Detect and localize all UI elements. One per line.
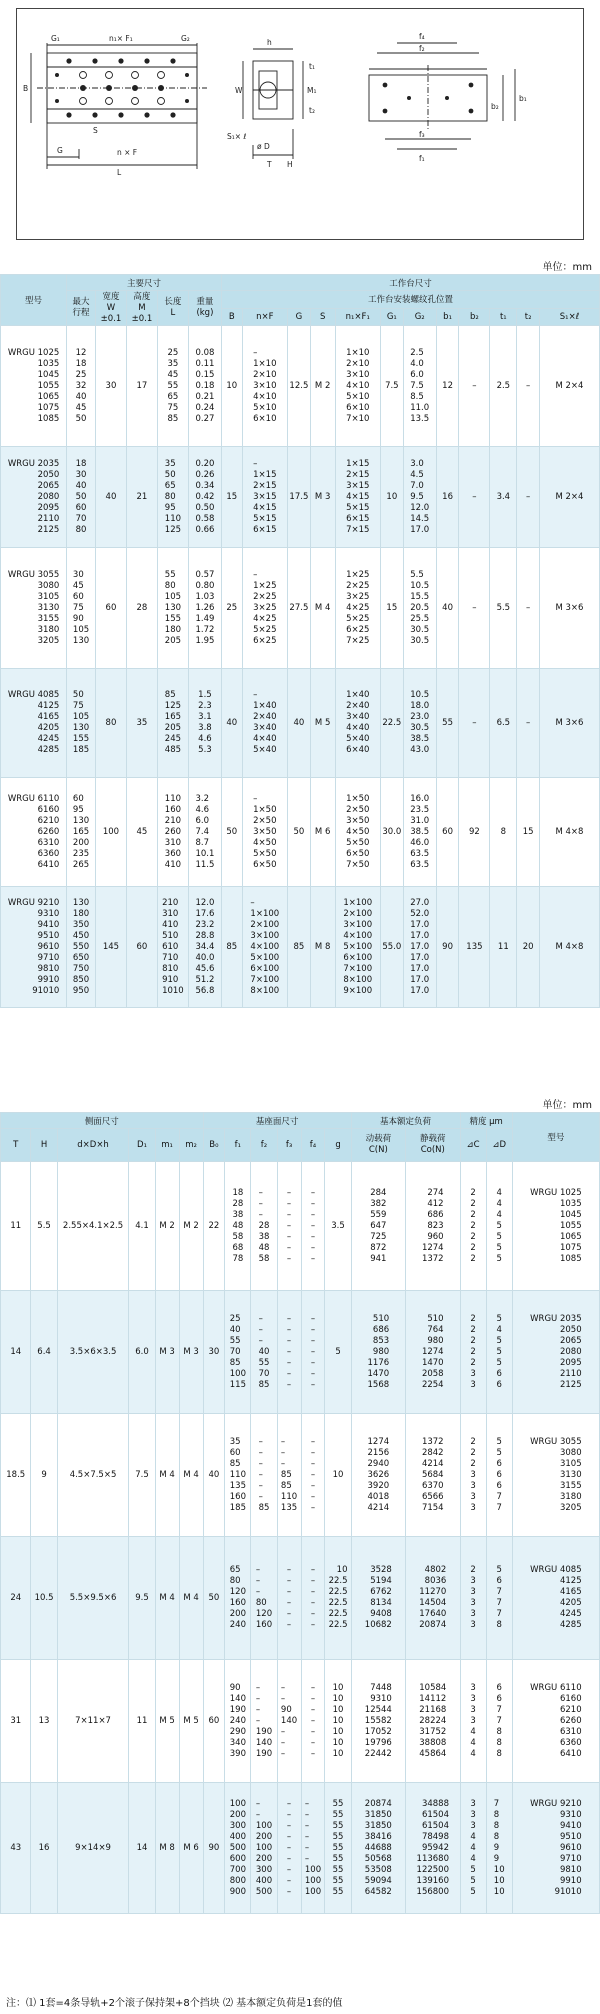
cell-m1: M 3 (159, 1346, 175, 1357)
cell-wt: 0.08 0.11 0.15 0.18 0.21 0.24 0.27 (195, 347, 215, 424)
cell-ddh: 9×14×9 (75, 1842, 111, 1853)
cell-g2: 10.5 18.0 23.0 30.5 38.5 43.0 (410, 690, 430, 755)
cell-co: 10584 14112 21168 28224 31752 38808 45864 (419, 1682, 447, 1759)
header-col: G (288, 308, 311, 326)
cell-model: WRGU 2035 2050 2065 2080 2095 2110 2125 (530, 1313, 582, 1390)
cell-dd: 5 5 6 6 6 7 7 (496, 1436, 502, 1513)
cell-s1l: M 4×8 (555, 826, 584, 837)
cell-model: WRGU 6110 6160 6210 6260 6310 6360 6410 (7, 793, 60, 870)
table-row (1, 1162, 600, 1291)
cell-ddh: 7×11×7 (75, 1715, 111, 1726)
cell-t1: 8 (500, 826, 507, 837)
header-col: S (310, 308, 335, 326)
cell-model: WRGU 3055 3080 3105 3130 3155 3180 3205 (530, 1436, 582, 1513)
cell-b1: 16 (442, 491, 453, 502)
cell-stroke: 60 95 130 165 200 235 265 (72, 793, 90, 870)
cell-t: 14 (10, 1346, 22, 1357)
cell-b1: 90 (442, 941, 453, 952)
header-col: f₃ (285, 1139, 293, 1150)
cell-b0: 22 (208, 1220, 220, 1231)
header-col: b₁ (436, 308, 459, 326)
cell-m1: M 2 (159, 1220, 175, 1231)
cell-f2: – – 100 200 100 200 300 400 500 (255, 1798, 273, 1897)
cell-co: 34888 61504 61504 78498 95942 113680 122500 139160 156800 (416, 1798, 449, 1897)
header-col: ⊿D (492, 1139, 507, 1150)
cell-d1: 9.5 (135, 1592, 149, 1603)
cell-f3: – – – – – – (286, 1565, 292, 1630)
table-row (1, 1414, 600, 1537)
label-g: G (57, 146, 63, 155)
cell-co: 4802 8036 11270 14504 17640 20874 (419, 1565, 447, 1630)
label-b2: b₂ (491, 102, 499, 111)
cell-f1: 65 80 120 160 200 240 (229, 1565, 246, 1630)
cell-f3: – – 90 140 – – – (280, 1682, 298, 1759)
table-row (1, 669, 600, 778)
cell-b: 40 (226, 717, 238, 728)
cell-s1l: M 3×6 (555, 717, 584, 728)
cell-model: WRGU 4085 4125 4165 4205 4245 4285 (7, 690, 60, 755)
header-col: f₂ (260, 1139, 268, 1150)
cell-m2: M 2 (183, 1220, 199, 1231)
cell-b2: – (472, 717, 477, 728)
cell-stroke: 18 30 40 50 60 70 80 (75, 458, 87, 535)
cell-model: WRGU 9210 9310 9410 9510 9610 9710 9810 9910 91010 (530, 1798, 582, 1897)
cell-s1l: M 2×4 (555, 380, 584, 391)
label-s1xl: S₁× ℓ (227, 132, 247, 141)
header-col: G₁ (380, 308, 403, 326)
cell-f1: 18 28 38 48 58 68 78 (232, 1187, 244, 1264)
cell-n1f1: 1×100 2×100 3×100 4×100 5×100 6×100 7×100 8×100 9×100 (343, 897, 373, 996)
cell-dc: 2 2 2 2 2 3 3 (470, 1313, 476, 1390)
cell-h: 5.5 (37, 1220, 51, 1231)
cell-b2: 135 (466, 941, 483, 952)
cell-c: 7448 9310 12544 15582 17052 19796 22442 (364, 1682, 392, 1759)
cell-dc: 3 3 3 3 4 4 4 (470, 1682, 476, 1759)
cell-nf: – 1×10 2×10 3×10 4×10 5×10 6×10 (253, 347, 277, 424)
cell-c: 20874 31850 31850 38416 44688 50568 53508 59094 64582 (364, 1798, 392, 1897)
cell-model: WRGU 1025 1035 1045 1055 1065 1075 1085 (530, 1187, 582, 1264)
cell-w: 145 (102, 941, 120, 952)
unit-label-2: 单位：mm (542, 1100, 592, 1111)
cell-d1: 14 (136, 1842, 148, 1853)
cell-t2: 15 (522, 826, 534, 837)
cell-d1: 6.0 (135, 1346, 149, 1357)
cell-model: WRGU 9210 9310 9410 9510 9610 9710 9810 9910 91010 (7, 897, 60, 996)
cell-g: 27.5 (289, 602, 309, 613)
table-row (1, 778, 600, 887)
cell-w: 60 (105, 602, 117, 613)
label-s: S (93, 126, 98, 135)
cell-f2: – – – – – – 85 (258, 1436, 270, 1513)
cell-wt: 0.57 0.80 1.03 1.26 1.49 1.72 1.95 (195, 569, 215, 646)
cell-b2: – (472, 491, 477, 502)
cell-s: M 3 (314, 491, 331, 502)
cell-w: 30 (105, 380, 117, 391)
cell-b0: 30 (208, 1346, 220, 1357)
cell-g1: 10 (386, 491, 398, 502)
cell-c: 510 686 853 980 1176 1470 1568 (367, 1313, 390, 1390)
cell-model: WRGU 2035 2050 2065 2080 2095 2110 2125 (7, 458, 60, 535)
cell-g2: 16.0 23.5 31.0 38.5 46.0 63.5 63.5 (410, 793, 430, 870)
cell-m2: M 6 (183, 1842, 199, 1853)
header-col: f₁ (234, 1139, 242, 1150)
table-row (1, 1537, 600, 1660)
cell-f4: – – – – – – – (310, 1436, 316, 1513)
cell-c: 284 382 559 647 725 872 941 (370, 1187, 387, 1264)
cell-b2: 92 (469, 826, 480, 837)
cell-dd: 7 8 8 8 9 9 10 10 10 (493, 1798, 505, 1897)
cell-s: M 2 (314, 380, 331, 391)
cell-b: 25 (226, 602, 238, 613)
cell-g: 50 (293, 826, 305, 837)
cell-g2: 3.0 4.5 7.0 9.5 12.0 14.5 17.0 (410, 458, 430, 535)
cell-l: 110 160 210 260 310 360 410 (164, 793, 182, 870)
cell-b2: – (472, 602, 477, 613)
cell-h: 13 (38, 1715, 50, 1726)
cell-m1: M 8 (159, 1842, 175, 1853)
cell-m: 35 (136, 717, 148, 728)
cell-m: 45 (136, 826, 148, 837)
cell-g: 5 (335, 1346, 341, 1357)
unit-label-1: 单位：mm (542, 262, 592, 273)
cell-l: 55 80 105 130 155 180 205 (164, 569, 182, 646)
cell-dc: 2 2 2 2 2 2 2 (470, 1187, 476, 1264)
header-col: 静载荷 Co(N) (420, 1134, 446, 1155)
header-col: g (335, 1139, 341, 1150)
cell-f3: – – – – – – – (286, 1187, 292, 1264)
technical-drawing (17, 9, 583, 239)
header-col: T (13, 1139, 19, 1150)
header-length: 长度 L (164, 297, 182, 318)
cell-dc: 2 2 2 3 3 3 3 (470, 1436, 476, 1513)
label-w: W (235, 86, 243, 95)
cell-f2: – – – 40 55 70 85 (258, 1313, 270, 1390)
cell-nf: – 1×50 2×50 3×50 4×50 5×50 6×50 (253, 793, 277, 870)
cell-dc: 3 3 3 4 4 4 5 5 5 (470, 1798, 476, 1897)
table-row (1, 447, 600, 548)
cell-s1l: M 4×8 (555, 941, 584, 952)
cell-f3: – – – – – – – – – (286, 1798, 292, 1897)
cell-g2: 2.5 4.0 6.0 7.5 8.5 11.0 13.5 (410, 347, 430, 424)
cell-f2: – – – 28 38 48 58 (258, 1187, 270, 1264)
cell-t1: 2.5 (496, 380, 511, 391)
cell-f3: – – – 85 85 110 135 (280, 1436, 298, 1513)
cell-b0: 60 (208, 1715, 220, 1726)
header-load: 基本额定负荷 (351, 1113, 460, 1129)
cell-t: 18.5 (6, 1469, 26, 1480)
cell-f1: 35 60 85 110 135 160 185 (229, 1436, 246, 1513)
header-main-dims: 主要尺寸 (67, 275, 222, 291)
header-width: 宽度 W ±0.1 (100, 291, 122, 324)
label-f1: f₁ (419, 154, 425, 163)
label-b1: b₁ (519, 94, 527, 103)
table-row (1, 1291, 600, 1414)
cell-g2: 5.5 10.5 15.5 20.5 25.5 30.5 30.5 (410, 569, 430, 646)
cell-s1l: M 2×4 (555, 491, 584, 502)
label-f3: f₃ (419, 130, 425, 139)
label-l: L (117, 168, 122, 177)
cell-f4: – – – – – – – (310, 1682, 316, 1759)
cell-t1: 3.4 (496, 491, 511, 502)
cell-wt: 12.0 17.6 23.2 28.8 34.4 40.0 45.6 51.2 56.8 (195, 897, 215, 996)
cell-co: 1372 2842 4214 5684 6370 6566 7154 (421, 1436, 444, 1513)
cell-s: M 4 (314, 602, 331, 613)
label-m1: M₁ (307, 86, 317, 95)
cell-t: 31 (10, 1715, 22, 1726)
cell-model: WRGU 3055 3080 3105 3130 3155 3180 3205 (7, 569, 60, 646)
header-col: G₂ (403, 308, 436, 326)
header-col: B (221, 308, 242, 326)
cell-d1: 11 (136, 1715, 148, 1726)
cell-w: 100 (102, 826, 120, 837)
header-col: b₂ (459, 308, 490, 326)
cell-g1: 7.5 (385, 380, 399, 391)
label-g1: G₁ (51, 34, 60, 43)
cell-l: 25 35 45 55 65 75 85 (167, 347, 179, 424)
technical-drawing-panel (16, 8, 584, 240)
header-col: m₂ (185, 1139, 197, 1150)
cell-co: 274 412 686 823 960 1274 1372 (421, 1187, 444, 1264)
cell-g: 85 (293, 941, 305, 952)
cell-f1: 100 200 300 400 500 600 700 800 900 (229, 1798, 246, 1897)
cell-f4: – – – – – – (310, 1565, 316, 1630)
cell-wt: 1.5 2.3 3.1 3.8 4.6 5.3 (198, 690, 212, 755)
cell-c: 1274 2156 2940 3626 3920 4018 4214 (367, 1436, 390, 1513)
cell-m1: M 4 (159, 1592, 175, 1603)
cell-nf: – 1×100 2×100 3×100 4×100 5×100 6×100 7×100 8×100 (250, 897, 280, 996)
spec-table-secondary (0, 1112, 600, 1914)
label-f4: f₄ (419, 32, 425, 41)
cell-n1f1: 1×15 2×15 3×15 4×15 5×15 6×15 7×15 (346, 458, 370, 535)
cell-m: 60 (136, 941, 148, 952)
label-phi-d: ø D (257, 142, 270, 151)
header-height: 高度 M ±0.1 (131, 291, 153, 324)
cell-b1: 55 (442, 717, 453, 728)
cell-w: 80 (105, 717, 117, 728)
cell-dd: 5 6 7 7 7 8 (496, 1565, 502, 1630)
cell-g: 10 10 10 10 10 10 10 (332, 1682, 344, 1759)
cell-h: 16 (38, 1842, 50, 1853)
table-row (1, 1660, 600, 1783)
table-row (1, 548, 600, 669)
cell-stroke: 12 18 25 32 40 45 50 (75, 347, 87, 424)
cell-b0: 50 (208, 1592, 220, 1603)
cell-m2: M 3 (183, 1346, 199, 1357)
header-col: ⊿C (466, 1139, 480, 1150)
cell-model: WRGU 6110 6160 6210 6260 6310 6360 6410 (530, 1682, 582, 1759)
cell-t: 24 (10, 1592, 22, 1603)
header-mount-holes: 工作台安装螺纹孔位置 (221, 291, 599, 309)
header-col: B₀ (209, 1139, 219, 1150)
cell-nf: – 1×40 2×40 3×40 4×40 5×40 (253, 690, 277, 755)
cell-s: M 6 (314, 826, 331, 837)
cell-wt: 3.2 4.6 6.0 7.4 8.7 10.1 11.5 (195, 793, 215, 870)
cell-g1: 30.0 (382, 826, 402, 837)
cell-dd: 6 6 7 7 8 8 8 (496, 1682, 502, 1759)
cell-b1: 12 (442, 380, 453, 391)
cell-nf: – 1×15 2×15 3×15 4×15 5×15 6×15 (253, 458, 277, 535)
cell-l: 35 50 65 80 95 110 125 (164, 458, 182, 535)
cell-dc: 2 3 3 3 3 3 (470, 1565, 476, 1630)
label-t2: t₂ (309, 106, 315, 115)
cell-g: 55 55 55 55 55 55 55 55 55 (332, 1798, 344, 1897)
cell-n1f1: 1×25 2×25 3×25 4×25 5×25 6×25 7×25 (346, 569, 370, 646)
label-g2: G₂ (181, 34, 190, 43)
cell-g1: 22.5 (382, 717, 402, 728)
table-row (1, 1783, 600, 1914)
header-precision: 精度 μm (460, 1113, 512, 1129)
cell-g1: 55.0 (382, 941, 402, 952)
cell-l: 210 310 410 510 610 710 810 910 1010 (162, 897, 184, 996)
cell-model: WRGU 4085 4125 4165 4205 4245 4285 (530, 1565, 582, 1630)
cell-m1: M 5 (159, 1715, 175, 1726)
header-col: t₁ (490, 308, 517, 326)
cell-t: 43 (10, 1842, 22, 1853)
cell-f4: – – – – – – – (310, 1187, 316, 1264)
label-n1f1: n₁× F₁ (109, 34, 133, 43)
label-t1: t₁ (309, 62, 315, 71)
label-b: B (23, 84, 29, 93)
cell-f4: – – – – – – – (310, 1313, 316, 1390)
cell-b1: 60 (442, 826, 453, 837)
cell-ddh: 4.5×7.5×5 (69, 1469, 117, 1480)
header-col: f₄ (309, 1139, 317, 1150)
cell-f3: – – – – – – – (286, 1313, 292, 1390)
cell-d1: 4.1 (135, 1220, 149, 1231)
cell-s1l: M 3×6 (555, 602, 584, 613)
cell-m: 28 (136, 602, 148, 613)
cell-b1: 40 (442, 602, 453, 613)
label-nf: n × F (117, 148, 138, 157)
cell-g: 10 (332, 1469, 344, 1480)
cell-b: 50 (226, 826, 238, 837)
cell-m2: M 4 (183, 1469, 199, 1480)
cell-f1: 90 140 190 240 290 340 390 (229, 1682, 246, 1759)
label-t: T (267, 160, 272, 169)
cell-w: 40 (105, 491, 117, 502)
cell-g: 40 (293, 717, 305, 728)
header-weight: 重量 (kg) (196, 297, 214, 318)
cell-stroke: 130 180 350 450 550 650 750 850 950 (72, 897, 90, 996)
header-table-dims: 工作台尺寸 (221, 275, 599, 291)
header-col: D₁ (137, 1139, 147, 1150)
cell-g: 17.5 (289, 491, 309, 502)
header-col: n₁×F₁ (335, 308, 380, 326)
cell-n1f1: 1×10 2×10 3×10 4×10 5×10 6×10 7×10 (346, 347, 370, 424)
label-f2: f₂ (419, 44, 425, 53)
cell-t1: 5.5 (496, 602, 511, 613)
header-col: d×D×h (77, 1139, 109, 1150)
cell-f1: 25 40 55 70 85 100 115 (229, 1313, 246, 1390)
cell-b: 10 (226, 380, 238, 391)
cell-g: 3.5 (331, 1220, 345, 1231)
cell-m1: M 4 (159, 1469, 175, 1480)
cell-t2: – (525, 602, 531, 613)
cell-model: WRGU 1025 1035 1045 1055 1065 1075 1085 (7, 347, 60, 424)
cell-n1f1: 1×40 2×40 3×40 4×40 5×40 6×40 (346, 690, 370, 755)
cell-nf: – 1×25 2×25 3×25 4×25 5×25 6×25 (253, 569, 277, 646)
footnote: 注：⑴ 1套=4条导轨+2个滚子保持架+8个挡块 ⑵ 基本额定负荷是1套的值 (6, 1998, 343, 2009)
cell-d1: 7.5 (135, 1469, 149, 1480)
cell-s: M 8 (314, 941, 331, 952)
table-row (1, 887, 600, 1008)
cell-t2: – (525, 491, 531, 502)
header-col: t₂ (517, 308, 540, 326)
cell-m2: M 5 (183, 1715, 199, 1726)
spec-table-main (0, 274, 600, 1008)
cell-f2: – – – – 190 140 190 (255, 1682, 273, 1759)
cell-f4: – – – – – – 100 100 100 (304, 1798, 322, 1897)
cell-h: 6.4 (37, 1346, 51, 1357)
cell-t: 11 (10, 1220, 22, 1231)
cell-t2: 20 (522, 941, 534, 952)
cell-h: 9 (41, 1469, 47, 1480)
header-base-dims: 基座面尺寸 (203, 1113, 351, 1129)
cell-b2: – (472, 380, 477, 391)
header-model-2: 型号 (512, 1113, 599, 1162)
cell-dd: 5 4 5 5 5 6 6 (496, 1313, 502, 1390)
cell-b: 85 (226, 941, 238, 952)
cell-m: 17 (136, 380, 148, 391)
label-h: H (287, 160, 293, 169)
cell-ddh: 2.55×4.1×2.5 (62, 1220, 124, 1231)
cell-g: 10 22.5 22.5 22.5 22.5 22.5 (328, 1565, 348, 1630)
cell-co: 510 764 980 1274 1470 2058 2254 (421, 1313, 444, 1390)
cell-l: 85 125 165 205 245 485 (164, 690, 182, 755)
cell-f2: – – – 80 120 160 (255, 1565, 273, 1630)
cell-t2: – (525, 717, 531, 728)
cell-ddh: 3.5×6×3.5 (69, 1346, 117, 1357)
header-col: H (40, 1139, 48, 1150)
header-model: 型号 (1, 275, 67, 326)
cell-stroke: 50 75 105 130 155 185 (72, 690, 90, 755)
cell-n1f1: 1×50 2×50 3×50 4×50 5×50 6×50 7×50 (346, 793, 370, 870)
header-col: m₁ (161, 1139, 173, 1150)
label-h-small: h (267, 38, 272, 47)
cell-t1: 6.5 (496, 717, 511, 728)
cell-b0: 90 (208, 1842, 220, 1853)
cell-t2: – (525, 380, 531, 391)
cell-wt: 0.20 0.26 0.34 0.42 0.50 0.58 0.66 (195, 458, 215, 535)
cell-stroke: 30 45 60 75 90 105 130 (72, 569, 90, 646)
header-col: n×F (242, 308, 287, 326)
cell-ddh: 5.5×9.5×6 (69, 1592, 117, 1603)
header-max-stroke: 最大 行程 (72, 297, 90, 318)
cell-g1: 15 (386, 602, 398, 613)
cell-s: M 5 (314, 717, 331, 728)
cell-m: 21 (136, 491, 148, 502)
cell-m2: M 4 (183, 1592, 199, 1603)
header-col: 动载荷 C(N) (365, 1134, 392, 1155)
cell-b: 15 (226, 491, 238, 502)
header-col: S₁×ℓ (539, 308, 599, 326)
cell-g2: 27.0 52.0 17.0 17.0 17.0 17.0 17.0 17.0 17.0 (410, 897, 430, 996)
cell-dd: 4 4 4 5 5 5 5 (496, 1187, 502, 1264)
cell-t1: 11 (497, 941, 509, 952)
cell-c: 3528 5194 6762 8134 9408 10682 (364, 1565, 392, 1630)
table-row (1, 326, 600, 447)
header-side-dims: 侧面尺寸 (1, 1113, 204, 1129)
cell-h: 10.5 (34, 1592, 54, 1603)
cell-g: 12.5 (289, 380, 309, 391)
cell-b0: 40 (208, 1469, 220, 1480)
